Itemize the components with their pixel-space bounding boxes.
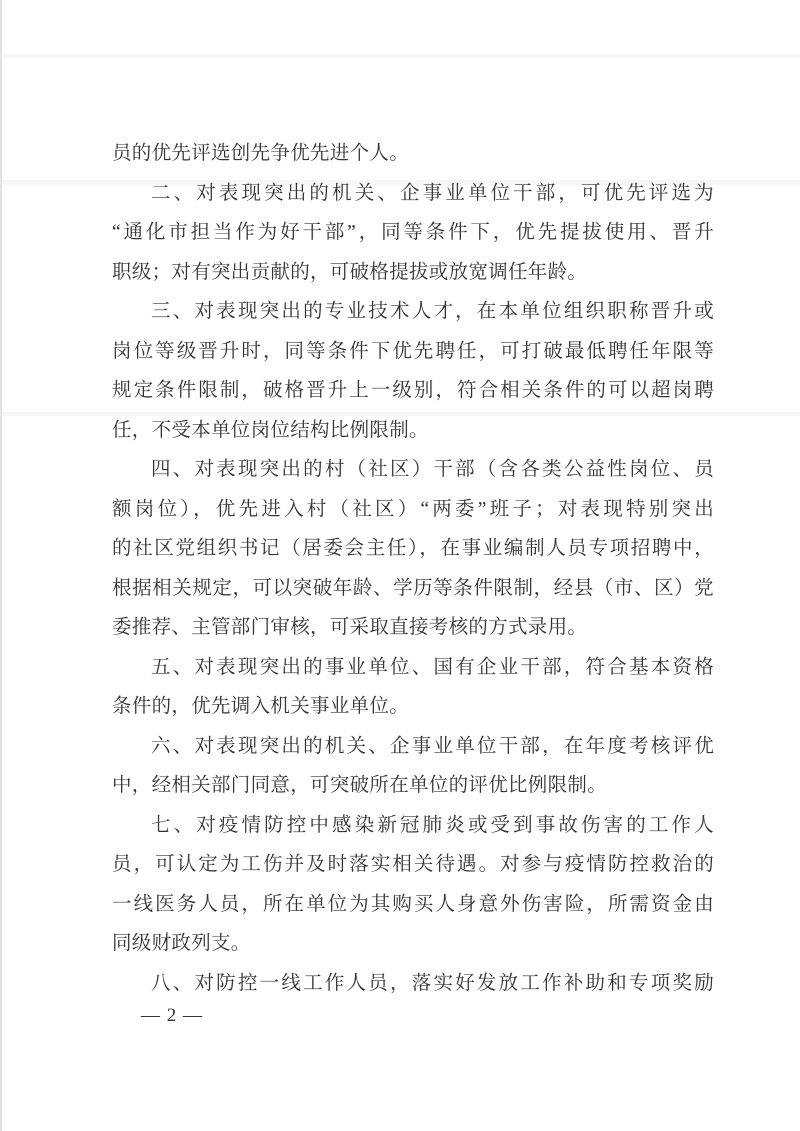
text-line-22: 八、对防控一线工作人员，落实好发放工作补助和专项奖励	[151, 972, 714, 994]
text-line-10: 额岗位），优先进入村（社区）“两委”班子；对表现特别突出	[112, 498, 714, 520]
text-line-13: 委推荐、主管部门审核，可采取直接考核的方式录用。	[112, 617, 588, 638]
text-line-16: 六、对表现突出的机关、企事业单位干部，在年度考核评优	[151, 735, 714, 757]
text-line-3: “通化市担当作为好干部”，同等条件下，优先提拔使用、晋升	[112, 222, 714, 243]
text-line-21: 同级财政列支。	[112, 933, 251, 954]
text-line-6: 岗位等级晋升时，同等条件下优先聘任，可打破最低聘任年限等	[112, 340, 714, 362]
text-line-12: 根据相关规定，可以突破年龄、学历等条件限制，经县（市、区）党	[112, 577, 714, 599]
text-line-11: 的社区党组织书记（居委会主任），在事业编制人员专项招聘中，	[112, 538, 714, 559]
text-line-17: 中，经相关部门同意，可突破所在单位的评优比例限制。	[112, 775, 608, 796]
text-line-4: 职级；对有突出贡献的，可破格提拔或放宽调任年龄。	[112, 261, 588, 283]
text-line-1: 员的优先评选创先争优先进个人。	[112, 143, 410, 164]
document-body-text	[112, 134, 714, 1003]
text-line-7: 规定条件限制，破格晋升上一级别，符合相关条件的可以超岗聘	[112, 380, 714, 401]
text-line-14: 五、对表现突出的事业单位、国有企业干部，符合基本资格	[151, 656, 714, 678]
text-line-15: 条件的，优先调入机关事业单位。	[112, 696, 410, 717]
text-line-8: 任，不受本单位岗位结构比例限制。	[112, 419, 429, 441]
text-line-2: 二、对表现突出的机关、企事业单位干部，可优先评选为	[151, 182, 714, 204]
scan-edge-line	[0, 0, 2, 1131]
text-line-18: 七、对疫情防控中感染新冠肺炎或受到事故伤害的工作人	[151, 814, 714, 836]
text-line-19: 员，可认定为工伤并及时落实相关待遇。对参与疫情防控救治的	[112, 854, 714, 875]
text-line-20: 一线医务人员，所在单位为其购买人身意外伤害险，所需资金由	[112, 893, 714, 915]
page-number: — 2 —	[141, 1005, 203, 1026]
scan-artifact-band	[0, 54, 800, 58]
text-line-5: 三、对表现突出的专业技术人才，在本单位组织职称晋升或	[151, 301, 714, 322]
text-line-9: 四、对表现突出的村（社区）干部（含各类公益性岗位、员	[151, 459, 714, 480]
